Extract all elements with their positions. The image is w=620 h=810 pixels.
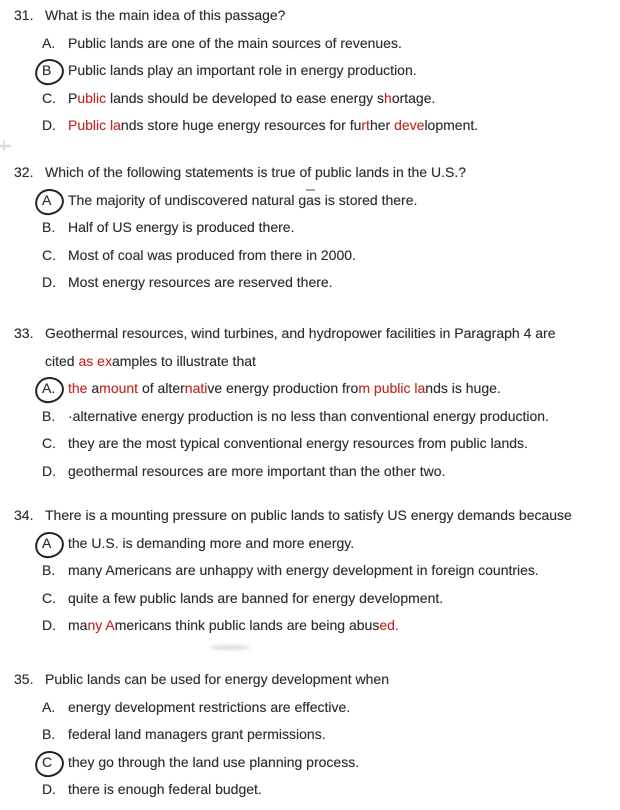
option-letter-cell — [42, 375, 68, 403]
text-segment: a — [87, 380, 100, 396]
question-33-prompt-line — [14, 320, 616, 348]
question-number: 31. — [14, 7, 34, 23]
text-segment: geothermal resources are more important than the other two. — [68, 462, 446, 479]
scan-artifact-line — [3, 140, 5, 151]
question-33-prompt-line — [14, 348, 616, 376]
text-segment: Public lands can be used for energy development when — [45, 671, 389, 687]
option-letter-cell — [42, 403, 68, 431]
question-prompt — [45, 2, 285, 30]
option-letter: B. — [42, 562, 56, 578]
option-letter-cell — [42, 57, 68, 85]
option-letter: B. — [42, 726, 56, 742]
option-row-31-A — [14, 30, 616, 58]
option-letter: D. — [42, 462, 56, 479]
option-row-33-C — [14, 430, 616, 458]
text-segment: Public lands play an important role in energy production. — [68, 62, 417, 78]
text-segment: energy development restrictions are effective. — [68, 698, 351, 715]
question-prompt — [45, 320, 556, 348]
option-letter-cell — [42, 749, 68, 777]
text-segment: Most energy resources are reserved there. — [68, 274, 333, 290]
text-segment: Geothermal resources, wind turbines, and hydropower facilities in Paragraph 4 are — [45, 325, 556, 341]
scan-artifact-cross — [0, 140, 12, 152]
text-segment: Public lands are one of the main sources of revenues. — [68, 34, 402, 51]
answer-circle-mark — [34, 58, 66, 87]
text-segment: ny — [87, 617, 103, 633]
option-text — [68, 458, 445, 486]
option-row-34-C — [14, 585, 616, 613]
option-row-35-C — [14, 749, 616, 777]
question-32-prompt-line — [14, 159, 616, 187]
text-segment: ortage. — [391, 89, 436, 106]
option-letter: C — [42, 753, 53, 770]
text-segment: rt — [361, 117, 370, 133]
option-text — [68, 721, 326, 749]
option-text — [68, 612, 399, 640]
question-number: 32. — [14, 164, 34, 180]
question-prompt — [45, 666, 389, 694]
option-letter: C. — [42, 246, 56, 263]
option-letter: A. — [42, 380, 56, 396]
option-row-35-B — [14, 721, 616, 749]
option-text — [68, 242, 356, 270]
text-segment: lopment. — [424, 117, 479, 133]
option-row-34-B — [14, 557, 616, 585]
option-letter-cell — [42, 85, 68, 113]
option-text — [68, 776, 262, 804]
option-row-33-D — [14, 458, 616, 486]
option-letter: C. — [42, 435, 56, 451]
option-letter: D. — [42, 274, 56, 290]
option-row-31-B — [14, 57, 616, 85]
option-text — [68, 187, 417, 215]
option-row-35-D — [14, 776, 616, 804]
option-text — [68, 694, 350, 722]
option-letter: A — [42, 534, 52, 551]
question-prompt — [45, 502, 572, 530]
option-text — [68, 30, 402, 58]
option-text — [68, 530, 354, 558]
option-row-32-D — [14, 269, 616, 297]
text-segment: nds store huge energy resources for fu — [120, 117, 362, 133]
question-35 — [14, 666, 616, 804]
option-letter-cell — [42, 269, 68, 297]
option-letter-cell — [42, 612, 68, 640]
text-segment: her — [369, 117, 395, 133]
option-letter: B. — [42, 407, 56, 424]
option-row-32-A — [14, 187, 616, 215]
question-34-prompt-line — [14, 502, 616, 530]
text-segment: many Americans are unhappy with energy development in foreign countries. — [68, 562, 539, 578]
option-text — [68, 85, 435, 113]
text-segment: ve energy production fro — [207, 380, 359, 396]
option-text — [68, 430, 528, 458]
option-text — [68, 749, 359, 777]
text-segment: Which of the following statements is true of public lands in the U.S.? — [45, 164, 466, 180]
option-letter: D. — [42, 781, 56, 797]
text-segment: nds is huge. — [425, 380, 501, 396]
text-segment: public — [373, 380, 411, 396]
question-31 — [14, 2, 616, 140]
option-row-33-B — [14, 403, 616, 431]
text-segment: there is enough federal budget. — [68, 781, 262, 797]
option-letter-cell — [42, 30, 68, 58]
option-text — [68, 269, 333, 297]
option-letter-cell — [42, 214, 68, 242]
option-row-34-D — [14, 612, 616, 640]
text-segment: cited — [45, 352, 79, 369]
option-letter: C. — [42, 89, 56, 106]
option-letter: D. — [42, 617, 56, 633]
text-segment: Public la — [68, 117, 121, 133]
text-segment: ·alternative energy production is no less than conventional energy production. — [68, 407, 549, 424]
option-letter-cell — [42, 458, 68, 486]
text-segment: ublic — [77, 89, 107, 106]
text-segment: ed. — [379, 617, 399, 633]
answer-circle-mark — [34, 187, 66, 216]
option-letter: A. — [42, 698, 56, 715]
text-segment: ex — [97, 352, 112, 369]
text-segment: the U.S. is demanding more and more energy. — [68, 534, 355, 551]
scan-artifact-smudge — [210, 645, 250, 650]
option-letter-cell — [42, 694, 68, 722]
text-segment: mericans think public lands are being abus — [114, 617, 380, 633]
option-letter: B. — [42, 219, 56, 235]
text-segment: la — [414, 380, 426, 396]
option-row-32-B — [14, 214, 616, 242]
text-segment: A — [105, 617, 115, 633]
text-segment: as — [78, 352, 94, 369]
option-text — [68, 112, 478, 140]
option-letter: A. — [42, 34, 56, 51]
question-31-prompt-line — [14, 2, 616, 30]
option-text — [68, 403, 549, 431]
option-letter: C. — [42, 589, 56, 606]
text-segment: the — [68, 380, 88, 396]
text-segment: h — [384, 89, 392, 106]
option-letter: A — [42, 191, 52, 208]
answer-circle-mark — [34, 376, 66, 405]
option-row-31-D — [14, 112, 616, 140]
option-text — [68, 214, 294, 242]
question-number: 33. — [14, 325, 34, 341]
question-number — [14, 348, 45, 376]
question-32 — [14, 159, 616, 297]
text-segment: There is a mounting pressure on public lands to satisfy US energy demands because — [45, 507, 572, 523]
option-row-33-A — [14, 375, 616, 403]
text-segment: federal land managers grant permissions. — [68, 726, 326, 742]
text-segment: The majority of undiscovered natural gas is stored there. — [68, 191, 418, 208]
option-text — [68, 375, 501, 403]
text-segment: amples to illustrate that — [111, 352, 256, 369]
text-segment: they go through the land use planning process. — [68, 753, 360, 770]
option-letter-cell — [42, 776, 68, 804]
option-row-32-C — [14, 242, 616, 270]
option-row-35-A — [14, 694, 616, 722]
question-33 — [14, 320, 616, 485]
scan-artifact-line — [0, 145, 11, 147]
text-segment: ma — [68, 617, 88, 633]
option-text — [68, 557, 539, 585]
option-letter-cell — [42, 557, 68, 585]
text-segment: lands should be developed to ease energy s — [106, 89, 385, 106]
text-segment: Half of US energy is produced there. — [68, 219, 295, 235]
option-letter-cell — [42, 112, 68, 140]
question-prompt — [45, 159, 466, 187]
option-letter-cell — [42, 585, 68, 613]
question-prompt — [45, 348, 256, 376]
answer-circle-mark — [34, 749, 66, 778]
text-segment: mount — [99, 380, 139, 396]
question-34 — [14, 502, 616, 640]
option-letter: D. — [42, 117, 56, 133]
option-letter-cell — [42, 430, 68, 458]
option-text — [68, 585, 443, 613]
answer-circle-mark — [34, 530, 66, 559]
question-number: 35. — [14, 671, 34, 687]
option-letter-cell — [42, 242, 68, 270]
text-segment: quite a few public lands are banned for energy development. — [68, 589, 444, 606]
text-segment: m — [358, 380, 371, 396]
option-letter: B — [42, 62, 52, 78]
question-35-prompt-line — [14, 666, 616, 694]
option-row-34-A — [14, 530, 616, 558]
text-segment: deve — [394, 117, 425, 133]
text-segment: of alter — [138, 380, 185, 396]
question-number: 34. — [14, 507, 34, 523]
option-text — [68, 57, 417, 85]
text-segment: P — [68, 89, 78, 106]
text-segment: nati — [184, 380, 208, 396]
option-row-31-C — [14, 85, 616, 113]
option-letter-cell — [42, 530, 68, 558]
option-letter-cell — [42, 721, 68, 749]
text-segment: What is the main idea of this passage? — [45, 7, 286, 23]
text-segment: Most of coal was produced from there in 2000. — [68, 246, 356, 263]
text-segment: they are the most typical conventional energy resources from public lands. — [68, 435, 528, 451]
option-letter-cell — [42, 187, 68, 215]
